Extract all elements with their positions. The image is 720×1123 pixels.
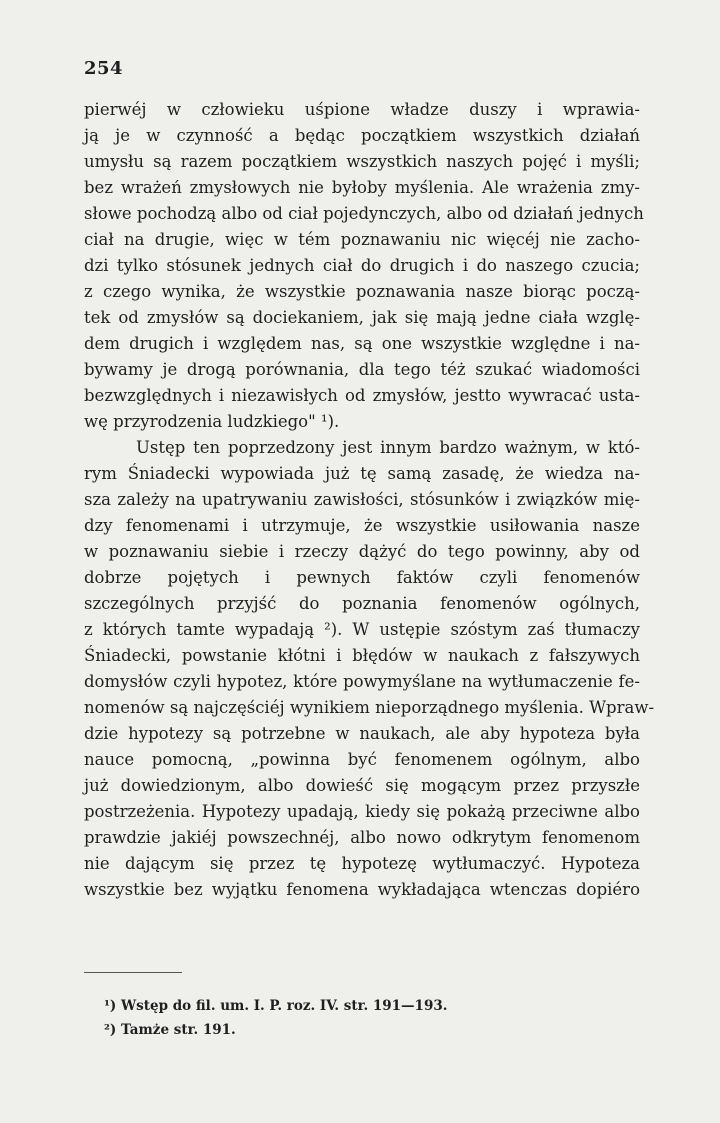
text-line: Ustęp ten poprzedzony jest innym bardzo ważnym, w któ- (136, 438, 640, 457)
text-line: dem drugich i względem nas, są one wszystkie względne i na- (84, 334, 640, 353)
text-line: dzy fenomenami i utrzymuje, że wszystkie usiłowania nasze (84, 516, 640, 535)
text-line: bywamy je drogą porównania, dla tego téż szukać wiadomości (84, 360, 640, 379)
text-line: ciał na drugie, więc w tém poznawaniu nic więcéj nie zacho- (84, 230, 640, 249)
text-line: dzie hypotezy są potrzebne w naukach, ale aby hypoteza była (84, 724, 640, 743)
text-line: postrzeżenia. Hypotezy upadają, kiedy się pokażą przeciwne albo (84, 802, 640, 821)
page-number: 254 (84, 58, 124, 79)
text-line: rym Śniadecki wypowiada już tę samą zasadę, że wiedza na- (84, 464, 640, 483)
text-line: dzi tylko stósunek jednych ciał do drugich i do naszego czucia; (84, 256, 640, 275)
text-line: dobrze pojętych i pewnych faktów czyli fenomenów (84, 568, 640, 587)
text-line: z których tamte wypadają ²). W ustępie szóstym zaś tłumaczy (84, 620, 640, 639)
body-text (84, 97, 655, 903)
text-line: bez wrażeń zmysłowych nie byłoby myślenia. Ale wrażenia zmy- (84, 178, 640, 197)
text-line: domysłów czyli hypotez, które powymyślane na wytłumaczenie fe- (84, 672, 640, 691)
text-line: w poznawaniu siebie i rzeczy dążyć do tego powinny, aby od (84, 542, 640, 561)
text-line: już dowiedzionym, albo dowieść się mogącym przez przyszłe (84, 776, 640, 795)
text-line: wę przyrodzenia ludzkiego" ¹). (84, 412, 340, 431)
text-line: prawdzie jakiéj powszechnéj, albo nowo odkrytym fenomenom (84, 828, 640, 847)
text-line: pierwéj w człowieku uśpione władze duszy i wprawia- (84, 100, 640, 119)
text-line: z czego wynika, że wszystkie poznawania nasze biorąc począ- (84, 282, 640, 301)
text-line: ją je w czynność a będąc początkiem wszystkich działań (84, 126, 640, 145)
footnote-divider (84, 972, 182, 973)
text-line: szczególnych przyjść do poznania fenomenów ogólnych, (84, 594, 640, 613)
footnote: ²) Tamże str. 191. (104, 1022, 236, 1038)
text-line: sza zależy na upatrywaniu zawisłości, stósunków i związków mię- (84, 490, 640, 509)
text-line: Śniadecki, powstanie kłótni i błędów w naukach z fałszywych (84, 646, 640, 665)
text-line: nomenów są najczęściéj wynikiem nieporządnego myślenia. Wpraw- (84, 698, 655, 717)
text-line: wszystkie bez wyjątku fenomena wykładająca wtenczas dopiéro (84, 880, 640, 899)
footnotes (104, 994, 524, 1042)
footnote: ¹) Wstęp do fil. um. I. P. roz. IV. str. 191—193. (104, 998, 448, 1014)
text-line: bezwzględnych i niezawisłych od zmysłów, jestto wywracać usta- (84, 386, 640, 405)
text-line: nauce pomocną, „powinna być fenomenem ogólnym, albo (84, 750, 640, 769)
text-line: słowe pochodzą albo od ciał pojedynczych, albo od działań jednych (84, 204, 644, 223)
text-line: umysłu są razem początkiem wszystkich naszych pojęć i myśli; (84, 152, 640, 171)
text-line: tek od zmysłów są dociekaniem, jak się mają jedne ciała wzglę- (84, 308, 640, 327)
text-line: nie dającym się przez tę hypotezę wytłumaczyć. Hypoteza (84, 854, 640, 873)
